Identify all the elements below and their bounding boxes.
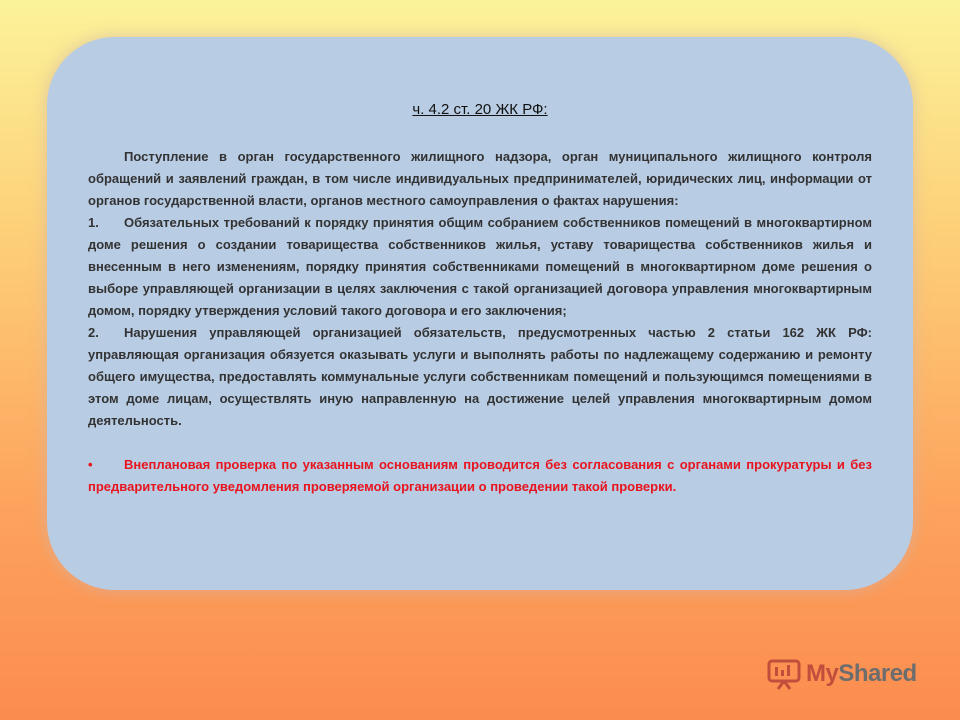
logo-text bbox=[806, 660, 917, 688]
slide-content bbox=[88, 100, 872, 498]
mysharedlogo bbox=[766, 656, 917, 692]
list-item-1 bbox=[88, 212, 872, 322]
note-text: Внеплановая проверка по указанным основаниям проводится без согласования с органами прокуратуры и без предварительного уведомления проверяемой организации о проведении такой проверки. bbox=[88, 457, 872, 494]
intro-paragraph: Поступление в орган государственного жилищного надзора, орган муниципального жилищного контроля обращений и заявлений граждан, в том числе индивидуальных предпринимателей, юридических лиц, информации от органов государственной власти, органов местного самоуправления о фактах нарушения: bbox=[88, 149, 872, 208]
list-item-2 bbox=[88, 322, 872, 432]
slide-title: ч. 4.2 ст. 20 ЖК РФ: bbox=[412, 101, 548, 118]
list-item-text: Нарушения управляющей организацией обязательств, предусмотренных частью 2 статьи 162 ЖК РФ: управляющая организация обязуется оказывать услуги и выполнять работы по надлежащему содержанию и ремонту общего имущества, предоставлять коммунальные услуги собственникам помещений и пользующимся помещениями в этом доме лицам, осуществлять иную направленную на достижение целей управления многоквартирным домом деятельность. bbox=[88, 325, 872, 428]
logo-my: My bbox=[806, 660, 839, 687]
logo-shared: Shared bbox=[838, 660, 917, 687]
bullet-icon: • bbox=[88, 457, 93, 472]
note-paragraph bbox=[88, 454, 872, 498]
list-item-number: 2. bbox=[88, 325, 99, 340]
presentation-icon bbox=[766, 656, 802, 692]
list-item-number: 1. bbox=[88, 215, 99, 230]
list-item-text: Обязательных требований к порядку принятия общим собранием собственников помещений в многоквартирном доме решения о создании товарищества собственников жилья, уставу товарищества собственников жилья и внесенным в него изменениям, порядку принятия собственниками помещений в многоквартирном доме решения о выборе управляющей организации в целях заключения с такой организацией договора управления многоквартирным домом, порядку утверждения условий такого договора и его заключения; bbox=[88, 215, 872, 318]
